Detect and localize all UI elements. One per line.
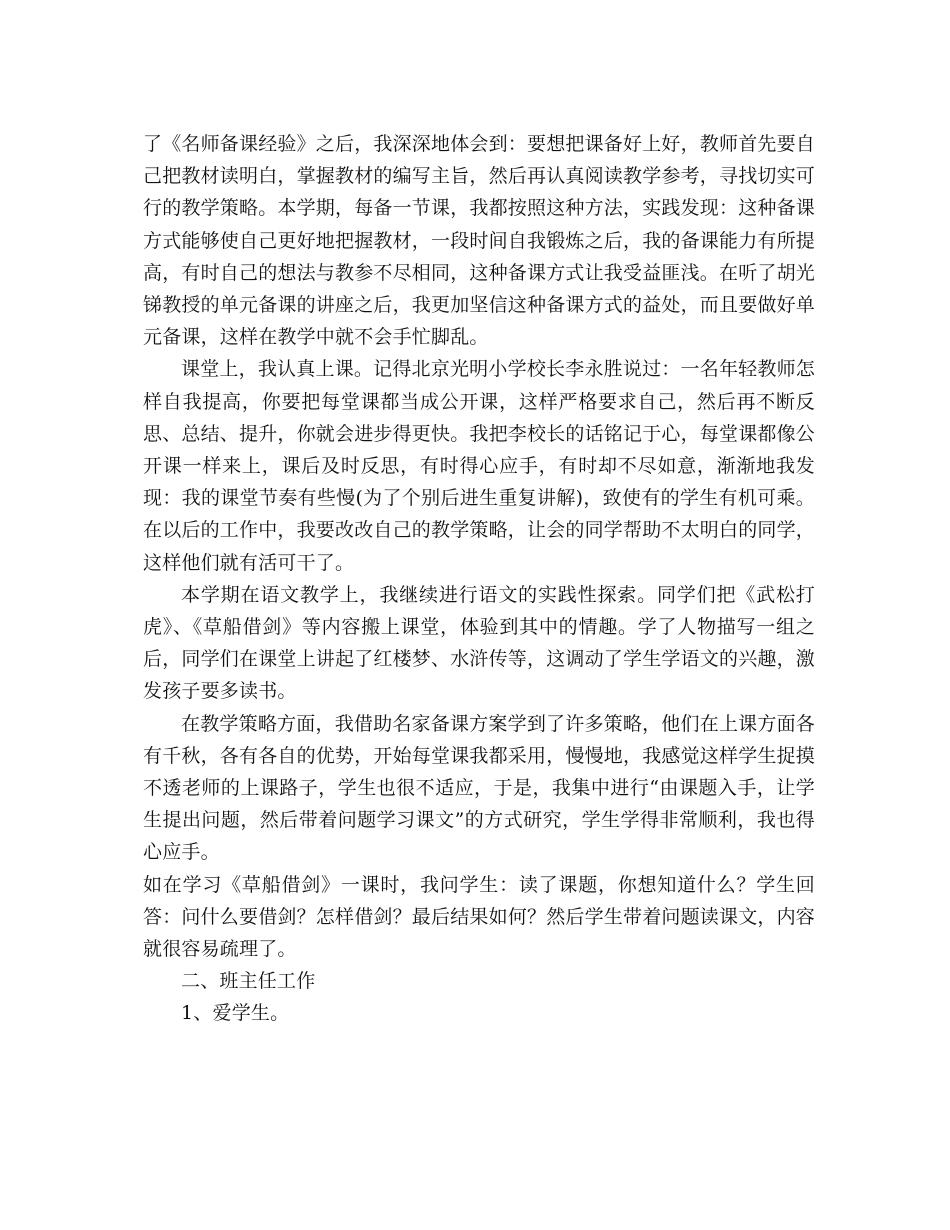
section-heading-head-teacher: 二、班主任工作 [181,970,316,993]
paragraph-classroom: 课堂上，我认真上课。记得北京光明小学校长李永胜说过：一名年轻教师怎样自我提高，你要把每堂课都当成公开课，这样严格要求自己，然后再不断反思、总结、提升，你就会进步得更快。我把李校长的话铭记于心，每堂课都像公开课一样来上，课后及时反思，有时得心应手，有时却不尽如意，渐渐地我发现：我的课堂节奏有些慢(为了个别后进生重复讲解)，致使有的学生有机可乘。在以后的工作中，我要改改自己的教学策略，让会的同学帮助不太明白的同学，这样他们就有活可干了。 [143,358,816,574]
document-body [143,128,815,1030]
paragraph-lesson-prep: 了《名师备课经验》之后，我深深地体会到：要想把课备好上好，教师首先要自己把教材读明白，掌握教材的编写主旨，然后再认真阅读教学参考，寻找切实可行的教学策略。本学期，每备一节课，我都按照这种方法，实践发现：这种备课方式能够使自己更好地把握教材，一段时间自我锻炼之后，我的备课能力有所提高，有时自己的想法与教参不尽相同，这种备课方式让我受益匪浅。在听了胡光锑教授的单元备课的讲座之后，我更加坚信这种备课方式的益处，而且要做好单元备课，这样在教学中就不会手忙脚乱。 [143,133,816,349]
paragraph-example: 如在学习《草船借剑》一课时，我问学生：读了课题，你想知道什么？学生回答：问什么要借剑？怎样借剑？最后结果如何？然后学生带着问题读课文，内容就很容易疏理了。 [143,873,816,961]
paragraph-chinese-teaching: 本学期在语文教学上，我继续进行语文的实践性探索。同学们把《武松打虎》、《草船借剑》等内容搬上课堂，体验到其中的情趣。学了人物描写一组之后，同学们在课堂上讲起了红楼梦、水浒传等，这调动了学生学语文的兴趣，激发孩子要多读书。 [143,583,816,703]
subheading-love-students: 1、爱学生。 [181,1002,290,1025]
paragraph-teaching-strategy: 在教学策略方面，我借助名家备课方案学到了许多策略，他们在上课方面各有千秋，各有各自的优势，开始每堂课我都采用，慢慢地，我感觉这样学生捉摸不透老师的上课路子，学生也很不适应，于是，我集中进行“由课题入手，让学生提出问题，然后带着问题学习课文”的方式研究，学生学得非常顺利，我也得心应手。 [143,712,816,864]
